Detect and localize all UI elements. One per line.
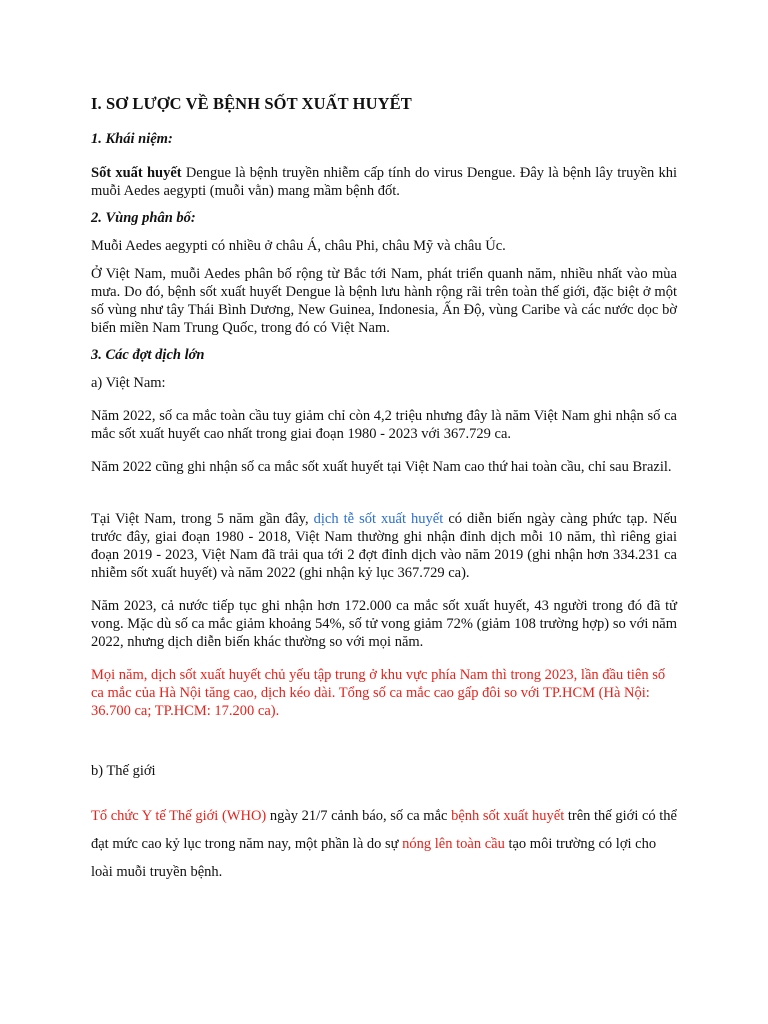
distribution-paragraph-1: Muỗi Aedes aegypti có nhiều ở châu Á, châu Phi, châu Mỹ và châu Úc. xyxy=(91,238,506,254)
page-title: I. SƠ LƯỢC VỀ BỆNH SỐT XUẤT HUYẾT xyxy=(91,94,412,113)
distribution-paragraph-2: Ở Việt Nam, muỗi Aedes phân bố rộng từ Bắc tới Nam, phát triển quanh năm, nhiều nhất vào mùa mưa. Do đó, bệnh sốt xuất huyết Dengue là bệnh lưu hành rộng rãi trên toàn thế giới, đặc biệt ở một số vùng như tây Thái Bình Dương, New Guinea, Indonesia, Ấn Độ, vùng Caribe và các nước dọc bờ biển miền Nam Trung Quốc, trong đó có Việt Nam. xyxy=(91,266,677,336)
outbreak-paragraph-5: Mọi năm, dịch sốt xuất huyết chủ yếu tập trung ở khu vực phía Nam thì trong 2023, lần đầu tiên số ca mắc của Hà Nội tăng cao, dịch kéo dài. Tổng số ca mắc cao gấp đôi so với TP.HCM (Hà Nội: 36.700 ca; TP.HCM: 17.200 ca). xyxy=(91,667,666,719)
world-paragraph xyxy=(91,802,677,886)
outbreak-paragraph-1: Năm 2022, số ca mắc toàn cầu tuy giảm chỉ còn 4,2 triệu nhưng đây là năm Việt Nam ghi nhận số ca mắc sốt xuất huyết cao nhất trong giai đoạn 1980 - 2023 với 367.729 ca. xyxy=(91,408,677,442)
outbreak-text-before-link: Tại Việt Nam, trong 5 năm gần đây, xyxy=(91,511,314,527)
definition-paragraph xyxy=(91,164,677,200)
outbreak-paragraph-2: Năm 2022 cũng ghi nhận số ca mắc sốt xuất huyết tại Việt Nam cao thứ hai toàn cầu, chỉ sau Brazil. xyxy=(91,459,672,475)
subheading-world: b) Thế giới xyxy=(91,763,156,779)
who-text: Tổ chức Y tế Thế giới (WHO) xyxy=(91,808,267,824)
world-text-2: trên thế giới có thể đạt mức cao kỷ lục trong năm nay, một phần là do sự xyxy=(91,808,677,852)
outbreak-text-after-link: có diễn biến ngày càng phức tạp. Nếu trước đây, giai đoạn 1980 - 2018, Việt Nam thường ghi nhận đỉnh dịch mỗi 10 năm, thì riêng giai đoạn 2019 - 2023, Việt Nam đã trải qua tới 2 đợt đỉnh dịch vào năm 2019 (ghi nhận hơn 334.231 ca nhiễm sốt xuất huyết) và năm 2022 (ghi nhận kỷ lục 367.729 ca). xyxy=(91,511,678,581)
world-text-1: ngày 21/7 cảnh báo, số ca mắc xyxy=(266,808,452,824)
global-warming-text: nóng lên toàn cầu xyxy=(402,836,505,852)
subheading-vietnam: a) Việt Nam: xyxy=(91,375,166,391)
world-text-3: tạo môi trường có lợi cho loài muỗi truyền bệnh. xyxy=(91,836,657,880)
definition-text: Dengue là bệnh truyền nhiễm cấp tính do virus Dengue. Đây là bệnh lây truyền khi muỗi Aedes aegypti (muỗi vằn) mang mầm bệnh đốt. xyxy=(91,165,677,199)
definition-term: Sốt xuất huyết xyxy=(91,165,182,181)
section-heading-definition: 1. Khái niệm: xyxy=(91,131,173,147)
dengue-text: bệnh sốt xuất huyết xyxy=(451,808,565,824)
outbreak-paragraph-4: Năm 2023, cả nước tiếp tục ghi nhận hơn 172.000 ca mắc sốt xuất huyết, 43 người trong đó đã tử vong. Mặc dù số ca mắc giảm khoảng 54%, số tử vong giảm 72% (giảm 108 trường hợp) so với năm 2022, nhưng dịch diễn biến khác thường so với mọi năm. xyxy=(91,598,677,650)
section-heading-distribution: 2. Vùng phân bố: xyxy=(91,210,196,226)
epidemiology-link[interactable]: dịch tễ sốt xuất huyết xyxy=(313,511,444,527)
outbreak-paragraph-3 xyxy=(91,510,677,582)
section-heading-outbreaks: 3. Các đợt dịch lớn xyxy=(91,347,205,363)
